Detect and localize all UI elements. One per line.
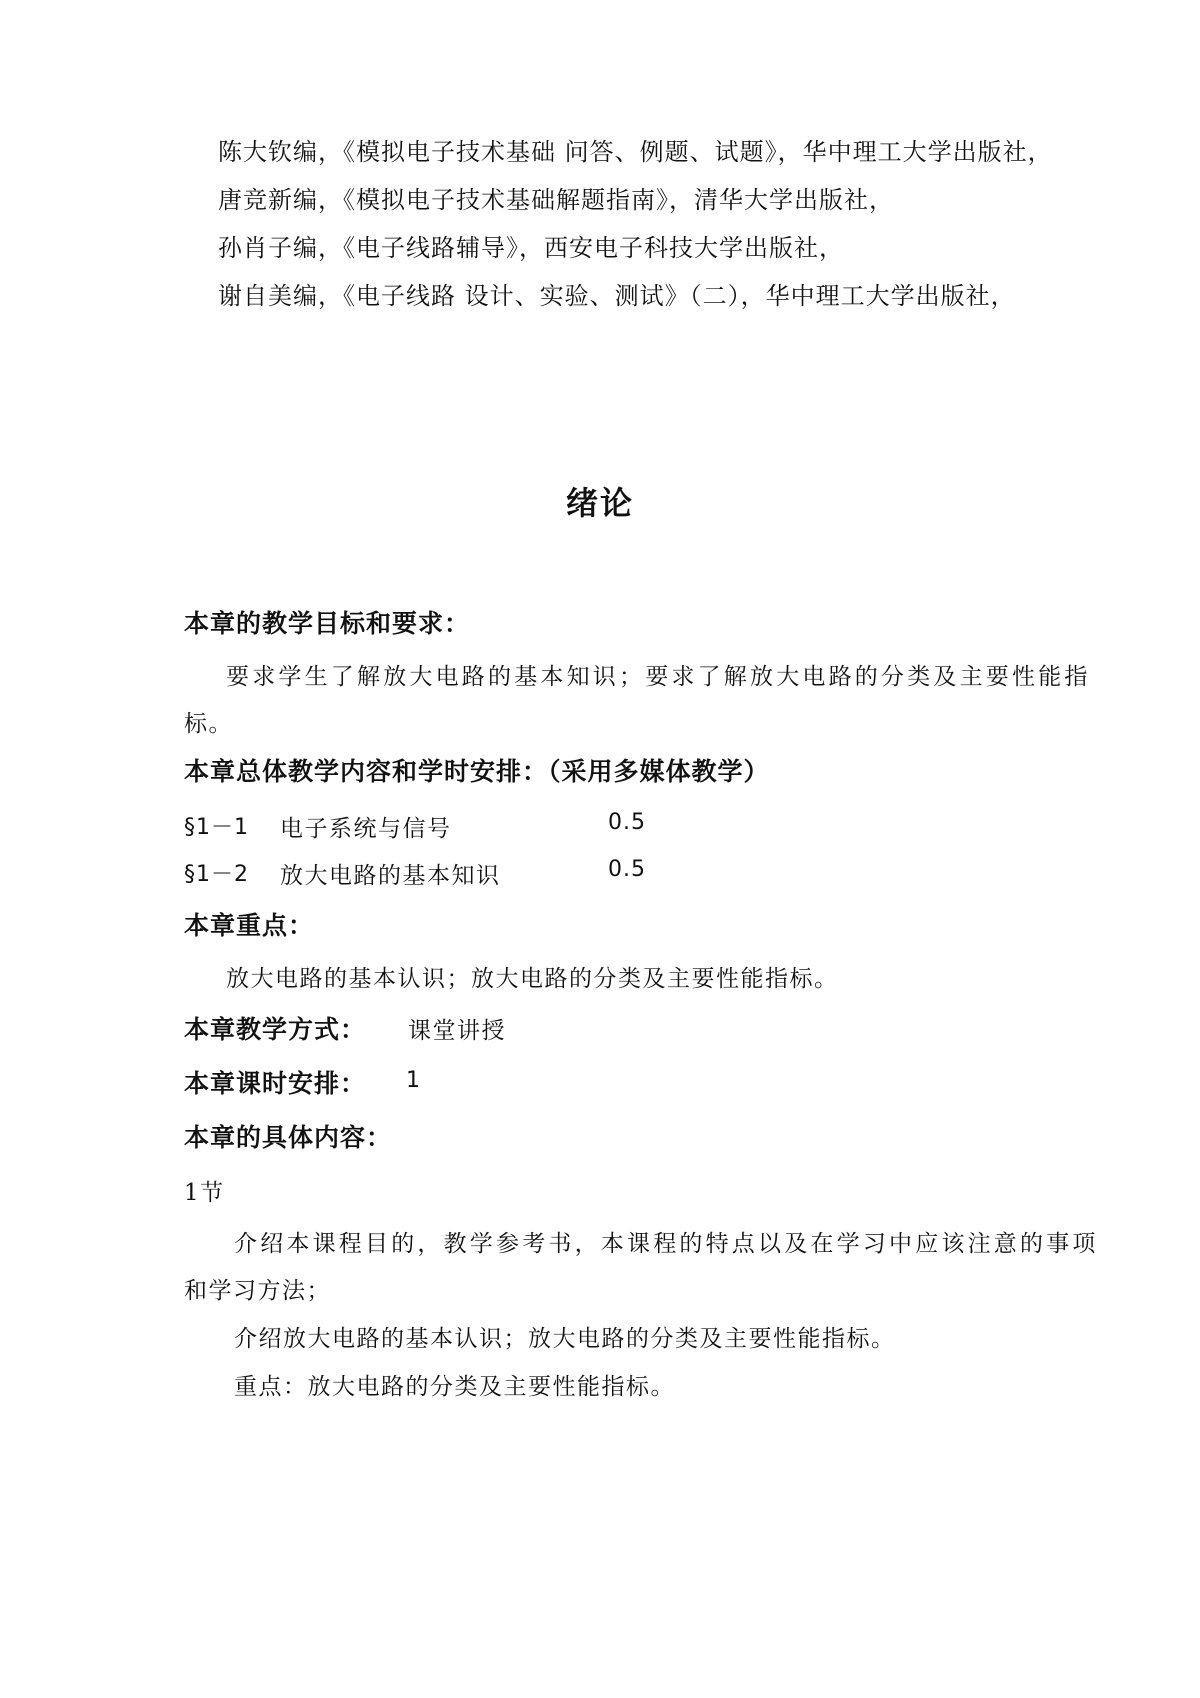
schedule-section: §1－1 [184, 815, 249, 840]
details-para3: 重点：放大电路的分类及主要性能指标。 [234, 1374, 675, 1400]
details-section-label: 1节 [184, 1180, 225, 1206]
reference-line-3: 孙肖子编，《电子线路辅导》，西安电子科技大学出版社， [218, 234, 844, 262]
key-points-text: 放大电路的基本认识；放大电路的分类及主要性能指标。 [226, 966, 839, 992]
schedule-hours: 0.5 [608, 857, 646, 882]
class-hours-label: 本章课时安排： [184, 1069, 367, 1098]
details-para1-line2: 和学习方法； [184, 1278, 331, 1304]
details-heading: 本章的具体内容： [184, 1123, 393, 1152]
objectives-text-line1: 要求学生了解放大电路的基本知识；要求了解放大电路的分类及主要性能指 [226, 664, 1091, 690]
schedule-topic: 放大电路的基本知识 [280, 863, 501, 889]
reference-line-4: 谢自美编，《电子线路 设计、实验、测试》（二），华中理工大学出版社， [218, 282, 1016, 310]
schedule-section: §1－2 [184, 862, 249, 887]
reference-line-2: 唐竞新编，《模拟电子技术基础解题指南》，清华大学出版社， [218, 186, 894, 214]
objectives-heading: 本章的教学目标和要求： [184, 609, 471, 638]
key-points-heading: 本章重点： [184, 911, 315, 940]
objectives-text-line2: 标。 [184, 711, 233, 737]
teaching-method-label: 本章教学方式： [184, 1015, 367, 1044]
details-para1-line1: 介绍本课程目的，教学参考书，本课程的特点以及在学习中应该注意的事项 [234, 1231, 1099, 1257]
schedule-hours: 0.5 [608, 810, 646, 835]
class-hours-value: 1 [406, 1068, 421, 1093]
reference-line-1: 陈大钦编，《模拟电子技术基础 问答、例题、试题》，华中理工大学出版社， [218, 138, 1053, 166]
schedule-heading: 本章总体教学内容和学时安排：（采用多媒体教学） [184, 757, 770, 786]
schedule-topic: 电子系统与信号 [280, 816, 452, 842]
teaching-method-value: 课堂讲授 [408, 1018, 506, 1044]
details-para2: 介绍放大电路的基本认识；放大电路的分类及主要性能指标。 [234, 1326, 896, 1352]
chapter-title: 绪论 [565, 484, 634, 522]
